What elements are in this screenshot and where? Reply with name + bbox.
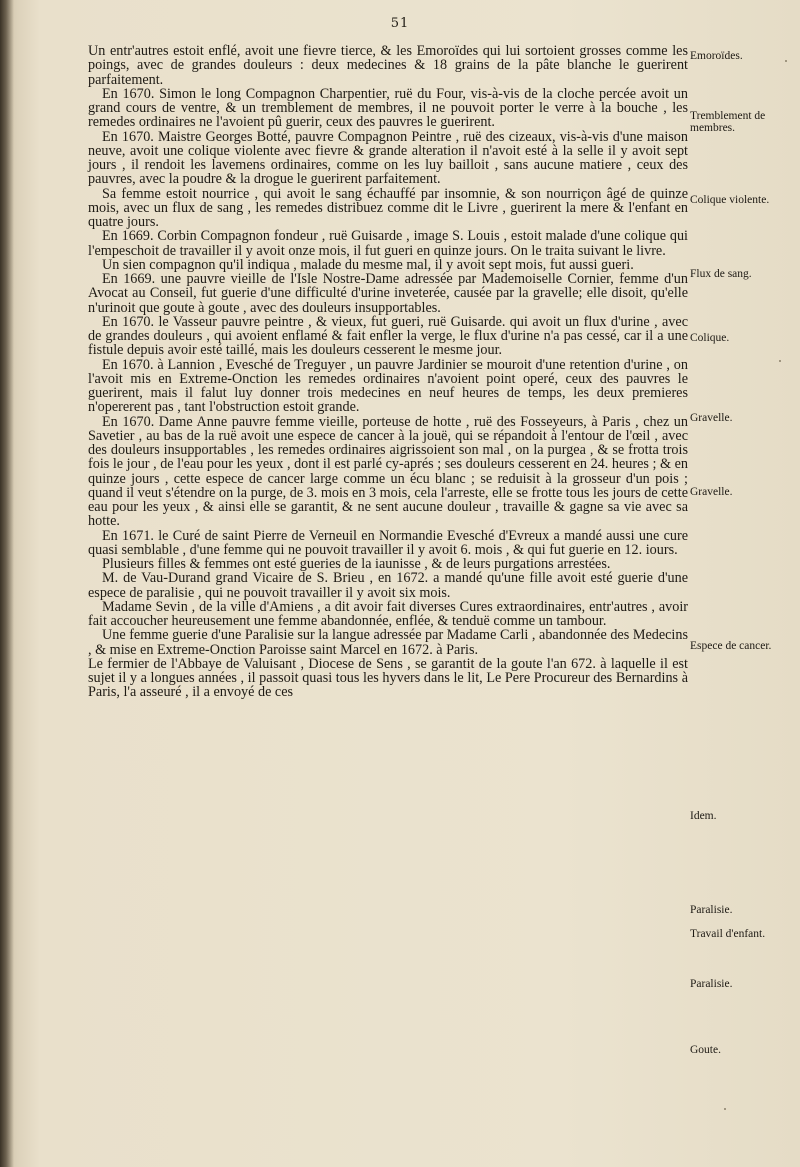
paragraph: En 1669. une pauvre vieille de l'Isle Nostre-Dame adressée par Mademoiselle Cornier, femme d'un Avocat au Conseil, fut guerie d'une difficulté d'urine inveterée, causée par la gravelle; elle disoit, qu'elle n'urinoit que goute à goute , avec des douleurs insupportables. <box>88 271 688 316</box>
main-text-column <box>88 44 688 700</box>
margin-note: Paralisie. <box>690 904 733 916</box>
margin-note: Paralisie. <box>690 978 733 990</box>
paragraph: Le fermier de l'Abbaye de Valuisant , Diocese de Sens , se garantit de la goute l'an 672. à laquelle il est sujet il y a longues années , il passoit quasi tous les hyvers dans le lit, Le Pere Procureur des Bernardins à Paris, l'a asseuré , il a envoyé de ces <box>88 655 688 701</box>
margin-note: Travail d'enfant. <box>690 928 766 940</box>
paragraph: En 1670. Dame Anne pauvre femme vieille, porteuse de hotte , ruë des Fosseyeurs, à Paris , chez un Savetier , au bas de la ruë avoit une espece de cancer à la jouë, qui se répandoit à l'entour de l'œil , avec des douleurs insupportables , les remedes ordinaires aigrissoient son mal , on la purgea , & se frotta trois fois le jour , de l'eau pour les yeux , dont il est parlé cy-aprés ; ses douleurs cesserent en 24. heures ; & en quinze jours , cette espece de cancer large comme un écu blanc ; se reduisit à la grosseur d'un pois ; quand il veut s'étendre on la purge, de 3. mois en 3 mois, cela l'arreste, elle se frotte tous les jours de cette eau pour les yeux , & ainsi elle se garantit, & ne sent aucune douleur , travaille & gagne sa vie avec sa hotte. <box>88 413 688 530</box>
margin-note: Gravelle. <box>690 486 733 498</box>
margin-note: Idem. <box>690 810 717 822</box>
margin-note: Espece de cancer. <box>690 640 772 652</box>
margin-note: Gravelle. <box>690 412 733 424</box>
paragraph: En 1670. Simon le long Compagnon Charpentier, ruë du Four, vis-à-vis de la cloche percée avoit un grand cours de ventre, & un tremblement de membres, il ne pouvoit porter le verre à la bouche , les remedes ordinaires ne l'avoient pû guerir, ceux des pauvres le guerirent. <box>88 85 688 131</box>
margin-note: Emoroïdes. <box>690 50 743 62</box>
page-number: 51 <box>390 16 410 31</box>
paragraph: En 1669. Corbin Compagnon fondeur , ruë Guisarde , image S. Louis , estoit malade d'une colique qui l'empeschoit de travailler il y avoit onze mois, il fut gueri en quinze jours. On le traita suivant le livre. <box>88 228 688 259</box>
paragraph: En 1670. à Lannion , Evesché de Treguyer , un pauvre Jardinier se mouroit d'une retention d'urine , on l'avoit mis en Extreme-Onction les remedes ordinaires n'avoient point operé, ceux des pauvres le guerirent, mais il falut luy donner trois medecines en neuf heures de temps, les deux premieres n'opererent pas , tant l'obstruction estoit grande. <box>88 356 688 416</box>
margin-note: Tremblement de membres. <box>690 110 766 134</box>
margin-note: Colique violente. <box>690 194 770 206</box>
paragraph: Une femme guerie d'une Paralisie sur la langue adressée par Madame Carli , abandonnée des Medecins , & mise en Extreme-Onction Paroisse saint Marcel en 1672. à Paris. <box>88 627 688 658</box>
margin-note: Flux de sang. <box>690 268 752 280</box>
paragraph: En 1670. Maistre Georges Botté, pauvre Compagnon Peintre , ruë des cizeaux, vis-à-vis d'une maison neuve, avoit une colique violente avec fievre & grande alteration il n'avoit esté à la selle il y avoit sept jours , il rendoit les lavemens ordinaires, comme on les luy bailloit , sans aucune matiere , ceux des pauvres, avec la poudre & la drogue le guerirent parfaitement. <box>88 128 688 188</box>
ink-speck <box>724 1108 726 1110</box>
paragraph: En 1671. le Curé de saint Pierre de Verneuil en Normandie Evesché d'Evreux a mandé aussi une cure quasi semblable , d'une femme qui ne pouvoit travailler il y avoit 6. mois , & qui fut guerie en 12. iours. <box>88 527 688 558</box>
paragraph: Un sien compagnon qu'il indiqua , malade du mesme mal, il y avoit sept mois, fut aussi gueri. <box>102 256 634 273</box>
paragraph: En 1670. le Vasseur pauvre peintre , & vieux, fut gueri, ruë Guisarde. qui avoit un flux d'urine , avec de grandes douleurs , qui avoient enflamé & fait enfler la verge, le flux d'urine n'a pas cessé, car il a une fistule depuis avoir esté taillé, mais les douleurs cesserent le mesme jour. <box>88 313 688 359</box>
paragraph: M. de Vau-Durand grand Vicaire de S. Brieu , en 1672. a mandé qu'une fille avoit esté guerie d'une espece de paralisie , qui ne pouvoit travailler il y avoit six mois. <box>88 570 688 601</box>
margin-note: Colique. <box>690 332 730 344</box>
page-binding-shadow <box>0 0 14 1167</box>
paragraph: Plusieurs filles & femmes ont esté gueries de la iaunisse , & de leurs purgations arrestées. <box>102 556 611 572</box>
ink-speck <box>785 60 787 62</box>
margin-note: Goute. <box>690 1044 721 1056</box>
ink-speck <box>779 360 781 362</box>
paragraph: Sa femme estoit nourrice , qui avoit le sang échauffé par insomnie, & son nourriçon âgé de quinze mois, avec un flux de sang , les remedes distribuez comme dit le Livre , guerirent la mere & l'enfant en quatre jours. <box>88 185 688 230</box>
paragraph: Un entr'autres estoit enflé, avoit une fievre tierce, & les Emoroïdes qui lui sortoient grosses comme les poings, avec de grandes douleurs : deux medecines & 18 grains de la pâte blanche le guerirent parfaitement. <box>88 43 688 88</box>
paragraph: Madame Sevin , de la ville d'Amiens , a dit avoir fait diverses Cures extraordinaires, entr'autres , avoir fait accoucher heureusement une femme abandonnée, enflée, & tenduë comme un tambour. <box>88 598 688 629</box>
